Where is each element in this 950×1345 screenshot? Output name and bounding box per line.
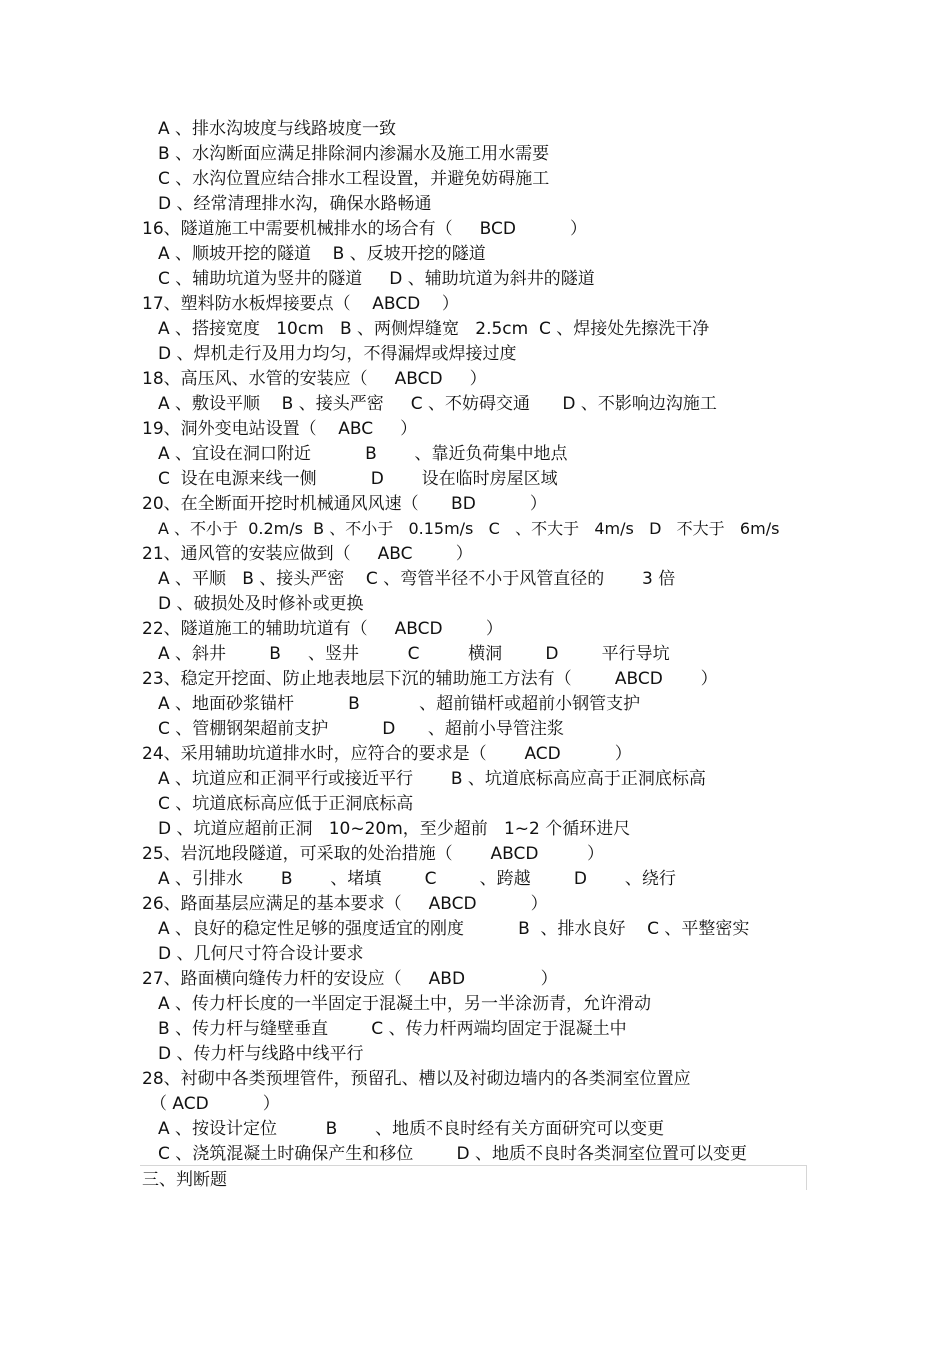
option-line: D 、破损处及时修补或更换 <box>158 594 364 614</box>
table-border-right <box>806 1165 807 1190</box>
option-line: B 、传力杆与缝壁垂直 C 、传力杆两端均固定于混凝土中 <box>158 1019 627 1039</box>
option-line: B 、水沟断面应满足排除洞内渗漏水及施工用水需要 <box>158 144 550 164</box>
option-line: A 、排水沟坡度与线路坡度一致 <box>158 119 397 139</box>
question-line: 17、塑料防水板焊接要点（ ABCD ） <box>142 294 459 314</box>
option-line: D 、经常清理排水沟，确保水路畅通 <box>158 194 432 214</box>
option-line: D 、几何尺寸符合设计要求 <box>158 944 364 964</box>
option-line: A 、按设计定位 B 、地质不良时经有关方面研究可以变更 <box>158 1119 665 1139</box>
question-line: 22、隧道施工的辅助坑道有（ ABCD ） <box>142 619 503 639</box>
question-line: 16、隧道施工中需要机械排水的场合有（ BCD ） <box>142 219 588 239</box>
option-line: D 、传力杆与线路中线平行 <box>158 1044 364 1064</box>
question-line: 20、在全断面开挖时机械通风风速（ BD ） <box>142 494 547 514</box>
option-line: A 、不小于 0.2m/s B 、不小于 0.15m/s C 、不大于 4m/s D 不大于 6m/s <box>158 519 780 538</box>
option-line: D 、焊机走行及用力均匀，不得漏焊或焊接过度 <box>158 344 517 364</box>
option-line: A 、地面砂浆锚杆 B 、超前锚杆或超前小钢管支护 <box>158 694 641 714</box>
option-line: A 、传力杆长度的一半固定于混凝土中，另一半涂沥青，允许滑动 <box>158 994 652 1014</box>
option-line: A 、良好的稳定性足够的强度适宜的刚度 B 、排水良好 C 、平整密实 <box>158 919 750 939</box>
option-line: C 、管棚钢架超前支护 D 、超前小导管注浆 <box>158 719 564 739</box>
option-line: A 、敷设平顺 B 、接头严密 C 、不妨碍交通 D 、不影响边沟施工 <box>158 394 717 414</box>
question-line: 27、路面横向缝传力杆的安设应（ ABD ） <box>142 969 558 989</box>
table-border-top <box>140 1165 807 1166</box>
question-line: 25、岩沉地段隧道，可采取的处治措施（ ABCD ） <box>142 844 605 864</box>
question-line: 23、稳定开挖面、防止地表地层下沉的辅助施工方法有（ ABCD ） <box>142 669 718 689</box>
option-line: C 、水沟位置应结合排水工程设置，并避免妨碍施工 <box>158 169 550 189</box>
option-line: C 设在电源来线一侧 D 设在临时房屋区域 <box>158 469 558 489</box>
option-line: A 、搭接宽度 10cm B 、两侧焊缝宽 2.5cm C 、焊接处先擦洗干净 <box>158 319 710 339</box>
option-line: D 、坑道应超前正洞 10~20m，至少超前 1~2 个循环进尺 <box>158 819 631 839</box>
option-line: C 、坑道底标高应低于正洞底标高 <box>158 794 414 814</box>
question-line: 18、高压风、水管的安装应（ ABCD ） <box>142 369 487 389</box>
option-line: A 、宜设在洞口附近 B 、靠近负荷集中地点 <box>158 444 568 464</box>
option-line: C 、辅助坑道为竖井的隧道 D 、辅助坑道为斜井的隧道 <box>158 269 595 289</box>
section-heading: 三、判断题 <box>142 1170 227 1190</box>
question-line: 26、路面基层应满足的基本要求（ ABCD ） <box>142 894 548 914</box>
question-line: 19、洞外变电站设置（ ABC ） <box>142 419 418 439</box>
option-line: A 、平顺 B 、接头严密 C 、弯管半径不小于风管直径的 3 倍 <box>158 569 676 589</box>
question-line: 28、衬砌中各类预埋管件，预留孔、槽以及衬砌边墙内的各类洞室位置应 <box>142 1069 691 1089</box>
answer-line: （ ACD ） <box>150 1094 280 1114</box>
option-line: A 、顺坡开挖的隧道 B 、反坡开挖的隧道 <box>158 244 486 264</box>
question-line: 21、通风管的安装应做到（ ABC ） <box>142 544 473 564</box>
option-line: A 、斜井 B 、竖井 C 横洞 D 平行导坑 <box>158 644 670 664</box>
option-line: C 、浇筑混凝土时确保产生和移位 D 、地质不良时各类洞室位置可以变更 <box>158 1144 747 1164</box>
option-line: A 、坑道应和正洞平行或接近平行 B 、坑道底标高应高于正洞底标高 <box>158 769 706 789</box>
option-line: A 、引排水 B 、堵填 C 、跨越 D 、绕行 <box>158 869 676 889</box>
question-line: 24、采用辅助坑道排水时，应符合的要求是（ ACD ） <box>142 744 632 764</box>
